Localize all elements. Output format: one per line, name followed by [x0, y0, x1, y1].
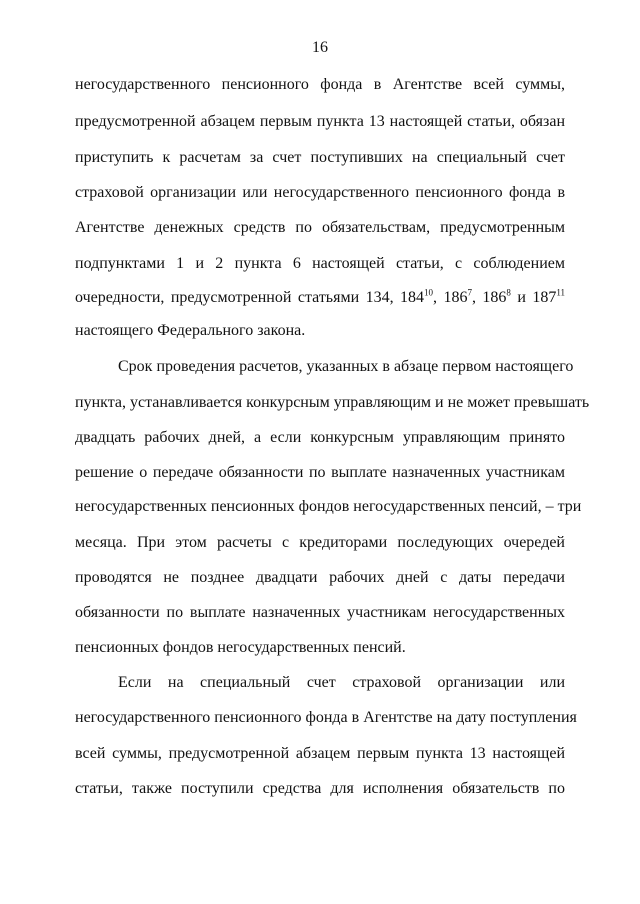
- articles-line-prefix: очередности, предусмотренной статьями 134, 184: [75, 289, 425, 306]
- text-line: негосударственных пенсионных фондов негосударственных пенсий, – три: [75, 498, 582, 515]
- text-line: проводятся не позднее двадцати рабочих дней с даты передачи: [75, 569, 565, 586]
- text-line: приступить к расчетам за счет поступивших на специальный счет: [75, 149, 565, 166]
- articles-line-part: , 186: [433, 289, 468, 306]
- text-line: страховой организации или негосударственного пенсионного фонда в: [75, 184, 565, 201]
- text-line: обязанности по выплате назначенных участникам негосударственных: [75, 604, 565, 621]
- page-number: 16: [312, 39, 328, 56]
- text-line: месяца. При этом расчеты с кредиторами последующих очередей: [75, 534, 565, 551]
- text-line: предусмотренной абзацем первым пункта 13 настоящей статьи, обязан: [75, 113, 565, 130]
- text-line: пункта, устанавливается конкурсным управляющим и не может превышать: [75, 394, 590, 411]
- text-line: негосударственного пенсионного фонда в Агентстве на дату поступления: [75, 709, 577, 726]
- text-line: всей суммы, предусмотренной абзацем первым пункта 13 настоящей: [75, 745, 565, 762]
- text-line: Срок проведения расчетов, указанных в абзаце первом настоящего: [118, 358, 574, 375]
- articles-line-part: и 187: [510, 289, 557, 306]
- text-line: пенсионных фондов негосударственных пенсий.: [75, 639, 406, 656]
- text-line: Агентстве денежных средств по обязательствам, предусмотренным: [75, 219, 565, 236]
- superscript: 10: [424, 287, 434, 298]
- text-line: негосударственного пенсионного фонда в Агентстве всей суммы,: [75, 76, 565, 93]
- text-line: решение о передаче обязанности по выплате назначенных участникам: [75, 464, 565, 481]
- text-line: Если на специальный счет страховой организации или: [118, 674, 565, 691]
- superscript: 7: [467, 287, 472, 298]
- text-line: подпунктами 1 и 2 пункта 6 настоящей статьи, с соблюдением: [75, 255, 565, 272]
- text-line: настоящего Федерального закона.: [75, 322, 306, 339]
- articles-line: [75, 288, 565, 308]
- text-line: двадцать рабочих дней, а если конкурсным управляющим принято: [75, 429, 565, 446]
- superscript: 8: [506, 287, 511, 298]
- text-line: статьи, также поступили средства для исполнения обязательств по: [75, 780, 565, 797]
- superscript: 11: [556, 287, 566, 298]
- articles-line-part: , 186: [471, 289, 507, 306]
